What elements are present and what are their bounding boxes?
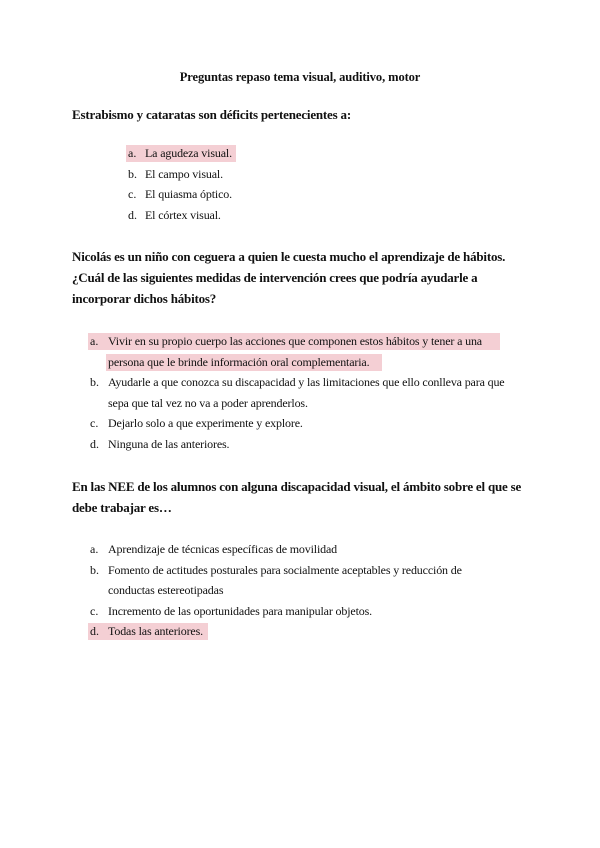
option-letter: d. — [90, 436, 99, 451]
option-text: Ninguna de las anteriores. — [108, 436, 230, 451]
option-2c — [90, 413, 530, 434]
option-text: El quiasma óptico. — [145, 187, 232, 201]
question-1-prompt: Estrabismo y cataratas son déficits pertenecientes a: — [72, 107, 351, 122]
option-text-line-1: Vivir en su propio cuerpo las acciones que componen estos hábitos y tener a una — [108, 334, 482, 348]
option-3d — [90, 621, 530, 642]
option-letter: b. — [90, 562, 99, 577]
option-text-line-2: conductas estereotipadas — [108, 583, 224, 597]
option-2b — [90, 372, 530, 413]
option-letter: a. — [128, 146, 137, 160]
option-text-line-2: sepa que tal vez no va a poder aprenderlos. — [108, 395, 308, 410]
option-text: El campo visual. — [145, 166, 223, 181]
option-letter: a. — [90, 334, 99, 348]
option-2d — [90, 434, 530, 455]
option-letter: c. — [90, 416, 99, 430]
option-text-line-2: persona que le brinde información oral complementaria. — [108, 354, 370, 369]
option-letter: b. — [128, 166, 137, 181]
option-letter: b. — [90, 375, 99, 389]
option-text: Todas las anteriores. — [108, 624, 203, 638]
question-3-prompt: En las NEE de los alumnos con alguna discapacidad visual, el ámbito sobre el que se debe trabajar es… — [72, 479, 522, 515]
option-1c — [128, 184, 428, 205]
question-2-prompt: Nicolás es un niño con ceguera a quien le cuesta mucho el aprendizaje de hábitos. ¿Cuál de las siguientes medidas de intervención crees que podría ayudarle a incorporar dichos hábitos? — [72, 249, 506, 306]
option-3b — [90, 560, 530, 601]
option-1a — [128, 143, 428, 164]
option-text: Aprendizaje de técnicas específicas de movilidad — [108, 542, 338, 556]
option-text: Dejarlo solo a que experimente y explore. — [108, 416, 303, 430]
option-text-line-1: Fomento de actitudes posturales para socialmente aceptables y reducción de — [108, 562, 462, 577]
option-text: El córtex visual. — [145, 207, 221, 222]
question-1-options — [128, 143, 428, 225]
option-3c — [90, 601, 530, 622]
option-letter: a. — [90, 542, 99, 556]
option-3a — [90, 539, 530, 560]
option-letter: d. — [90, 624, 99, 638]
page-title: Preguntas repaso tema visual, auditivo, motor — [179, 70, 421, 84]
option-letter: d. — [128, 207, 137, 222]
option-text: La agudeza visual. — [145, 146, 232, 160]
option-2a — [90, 331, 530, 372]
option-letter: c. — [90, 603, 99, 618]
option-letter: c. — [128, 187, 137, 201]
option-1b — [128, 164, 428, 185]
option-1d — [128, 205, 428, 226]
option-text: Incremento de las oportunidades para manipular objetos. — [108, 603, 372, 618]
question-2-options — [90, 331, 530, 454]
question-3-options — [90, 539, 530, 642]
option-text-line-1: Ayudarle a que conozca su discapacidad y las limitaciones que ello conlleva para que — [108, 375, 505, 389]
